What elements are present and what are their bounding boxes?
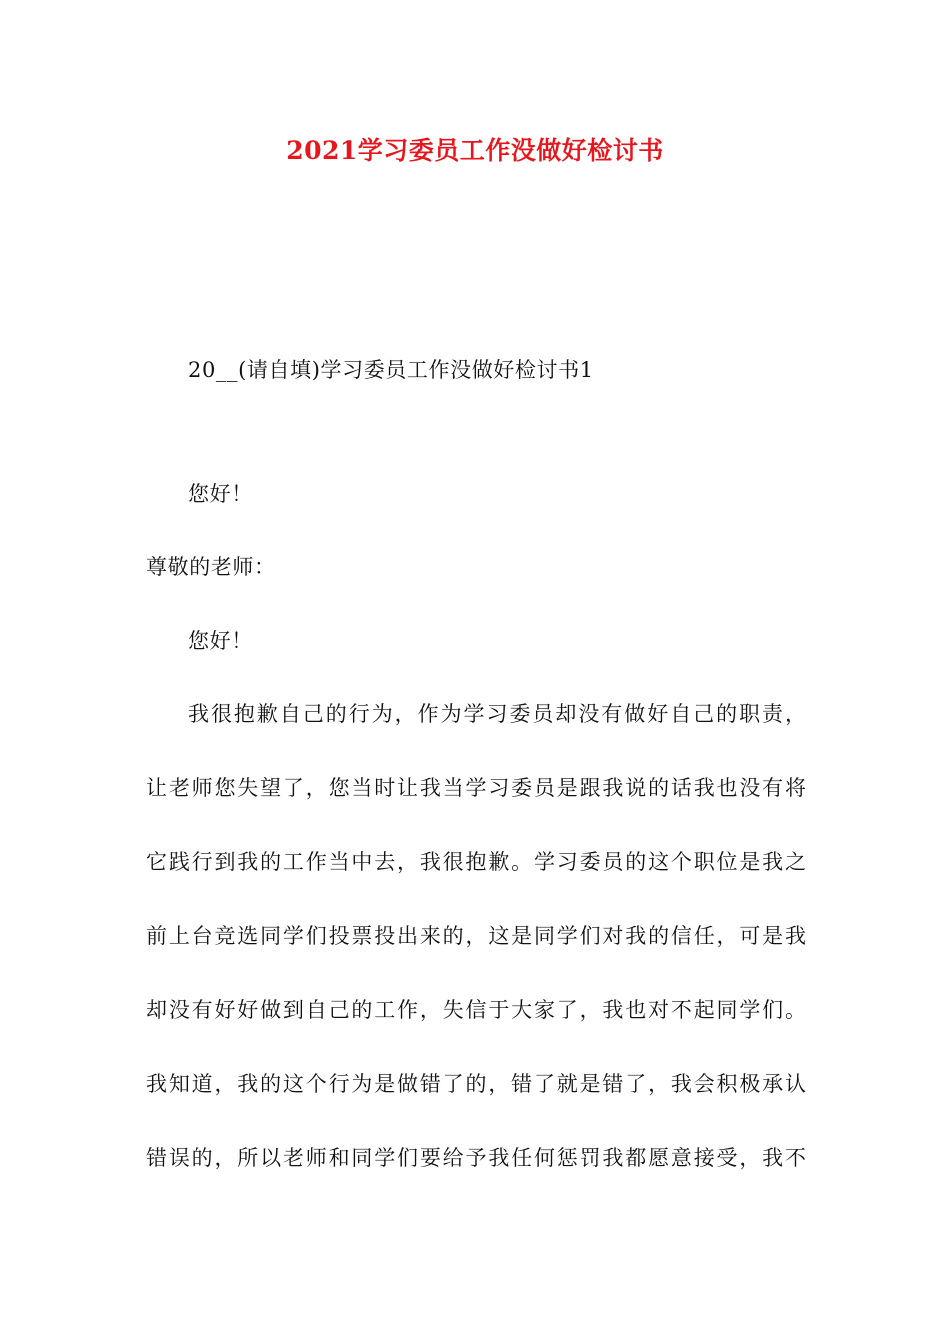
paragraph-line: 前上台竞选同学们投票投出来的，这是同学们对我的信任，可是我 — [146, 924, 806, 948]
paragraph-line: 让老师您失望了，您当时让我当学习委员是跟我说的话我也没有将 — [146, 776, 806, 800]
paragraph-line: 却没有好好做到自己的工作，失信于大家了，我也对不起同学们。 — [146, 998, 806, 1022]
greeting-line: 您好！ — [188, 629, 253, 653]
paragraph-line: 我知道，我的这个行为是做错了的，错了就是错了，我会积极承认 — [146, 1072, 806, 1096]
greeting-line: 您好！ — [188, 482, 253, 506]
document-subtitle: 20__(请自填)学习委员工作没做好检讨书1 — [188, 358, 594, 382]
salutation-line: 尊敬的老师： — [146, 555, 276, 579]
paragraph-line: 我很抱歉自己的行为，作为学习委员却没有做好自己的职责， — [188, 702, 806, 726]
paragraph-line: 错误的，所以老师和同学们要给予我任何惩罚我都愿意接受，我不 — [146, 1146, 806, 1170]
paragraph-line: 它践行到我的工作当中去，我很抱歉。学习委员的这个职位是我之 — [146, 850, 806, 874]
document-title: 2021学习委员工作没做好检讨书 — [286, 136, 664, 165]
